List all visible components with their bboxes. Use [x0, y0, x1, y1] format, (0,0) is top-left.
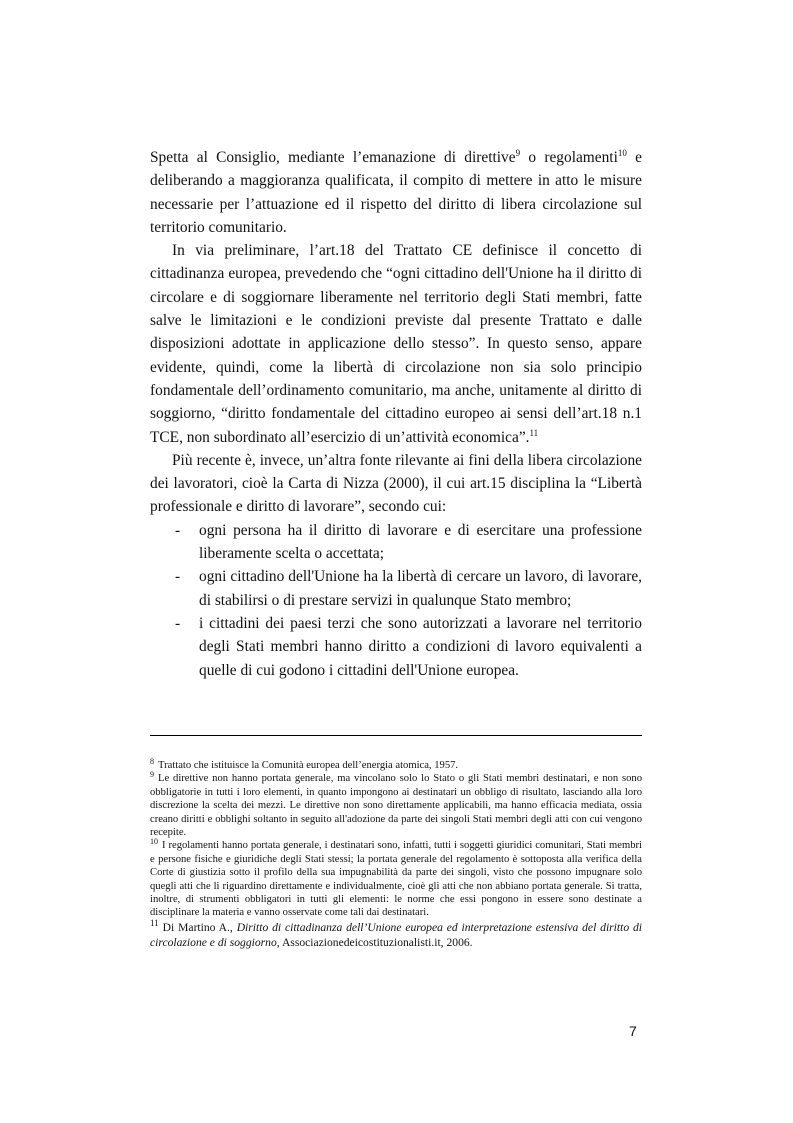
paragraph-2	[150, 239, 642, 449]
list-item	[150, 612, 642, 682]
footnote-ref-10[interactable]: 10	[617, 148, 627, 158]
footnote-ref-9[interactable]: 9	[515, 148, 521, 158]
list-item-text: ogni persona ha il diritto di lavorare e di esercitare una professione liberamente scelta o accettata;	[199, 521, 642, 563]
footnote-separator	[150, 735, 642, 736]
footnote-text: Le direttive non hanno portata generale, ma vincolano solo lo Stato o gli Stati membri destinatari, e non sono obbligatorie in tutti i loro elementi, in quanto impongono ai destinatari un obbligo di risultato, lasciando alla loro discrezione la scelta dei mezzi. Le direttive non sono direttamente applicabili, ma hanno efficacia mediata, ossia creano diritti e obblighi soltanto in seguito all'adozione da parte dei singoli Stati membri degli atti con cui vengono recepite.	[150, 773, 642, 839]
footnote-source: , Associazionedeicostituzionalisti.it, 2006.	[276, 936, 473, 950]
footnote-number: 8	[150, 757, 154, 766]
list-item-text: ogni cittadino dell'Unione ha la libertà di cercare un lavoro, di lavorare, di stabilirsi o di prestare servizi in qualunque Stato membro;	[199, 568, 642, 609]
paragraph-1-part-b: o regolamenti	[520, 149, 618, 166]
list-item	[150, 519, 642, 566]
footnote-author: Di Martino A.,	[162, 920, 237, 934]
paragraph-1-part-a: Spetta al Consiglio, mediante l’emanazione di direttive	[150, 149, 516, 166]
footnote-text: I regolamenti hanno portata generale, i destinatari sono, infatti, tutti i soggetti giuridici comunitari, Stati membri e persone fisiche e giuridiche degli Stati stessi; la portata generale del regolamento è sottoposta alla verifica della Corte di giustizia sotto il profilo della sua impugnabilità da parte dei singoli, visto che possono impugnare solo quegli atti che li riguardino direttamente e individualmente, cioè gli atti che non abbiano portata generale. Si tratta, inoltre, di strumenti obbligatori in tutti gli elementi: le norme che essi pongono in essere sono destinate a disciplinare la materia e vanno osservate come tali dai destinatari.	[150, 840, 642, 919]
footnote-9	[150, 772, 642, 839]
footnote-number: 9	[150, 770, 154, 780]
bullet-marker: -	[175, 521, 181, 539]
list-item-text: i cittadini dei paesi terzi che sono autorizzati a lavorare nel territorio degli Stati membri hanno diritto a condizioni di lavoro equivalenti a quelle di cui godono i cittadini dell'Unione europea.	[199, 614, 642, 679]
body-text	[150, 146, 642, 682]
page-number: 7	[629, 1023, 637, 1039]
footnote-8	[150, 759, 642, 772]
bullet-marker: -	[175, 614, 181, 632]
paragraph-1	[150, 146, 642, 239]
paragraph-3: Più recente è, invece, un’altra fonte rilevante ai fini della libera circolazione dei lavoratori, cioè la Carta di Nizza (2000), il cui art.15 disciplina la “Libertà professionale e diritto di lavorare”, secondo cui:	[150, 451, 642, 516]
paragraph-2-text: In via preliminare, l’art.18 del Trattato CE definisce il concetto di cittadinanza europea, prevedendo che “ogni cittadino dell'Unione ha il diritto di circolare e di soggiornare liberamente nel territorio degli Stati membri, fatte salve le limitazioni e le condizioni previste dal presente Trattato e dalle disposizioni adottate in applicazione dello stesso”. In questo senso, appare evidente, quindi, come la libertà di circolazione non sia solo principio fondamentale dell’ordinamento comunitario, ma anche, unitamente al diritto di soggiorno, “diritto fondamentale del cittadino europeo ai sensi dell’art.18 n.1 TCE, non subordinato all’esercizio di un’attività economica”.	[150, 242, 642, 446]
footnotes	[150, 759, 642, 951]
footnote-ref-11[interactable]: 11	[529, 427, 539, 438]
bullet-list	[150, 519, 642, 682]
list-item	[150, 565, 642, 612]
footnote-text: Trattato che istituisce la Comunità europea dell’energia atomica, 1957.	[158, 760, 459, 771]
footnote-number: 10	[150, 837, 158, 847]
footnote-title: Diritto di cittadinanza dell’Unione europea ed interpretazione estensiva del diritto di circolazione e di soggiorno	[150, 920, 642, 950]
paragraph-1-part-c: e deliberando a maggioranza qualificata, il compito di mettere in atto le misure necessarie per l’attuazione ed il rispetto del diritto di libera circolazione sul territorio comunitario.	[150, 149, 642, 236]
bullet-marker: -	[175, 568, 181, 586]
footnote-number: 11	[150, 917, 159, 928]
footnote-11	[150, 917, 642, 951]
footnote-10	[150, 839, 642, 919]
